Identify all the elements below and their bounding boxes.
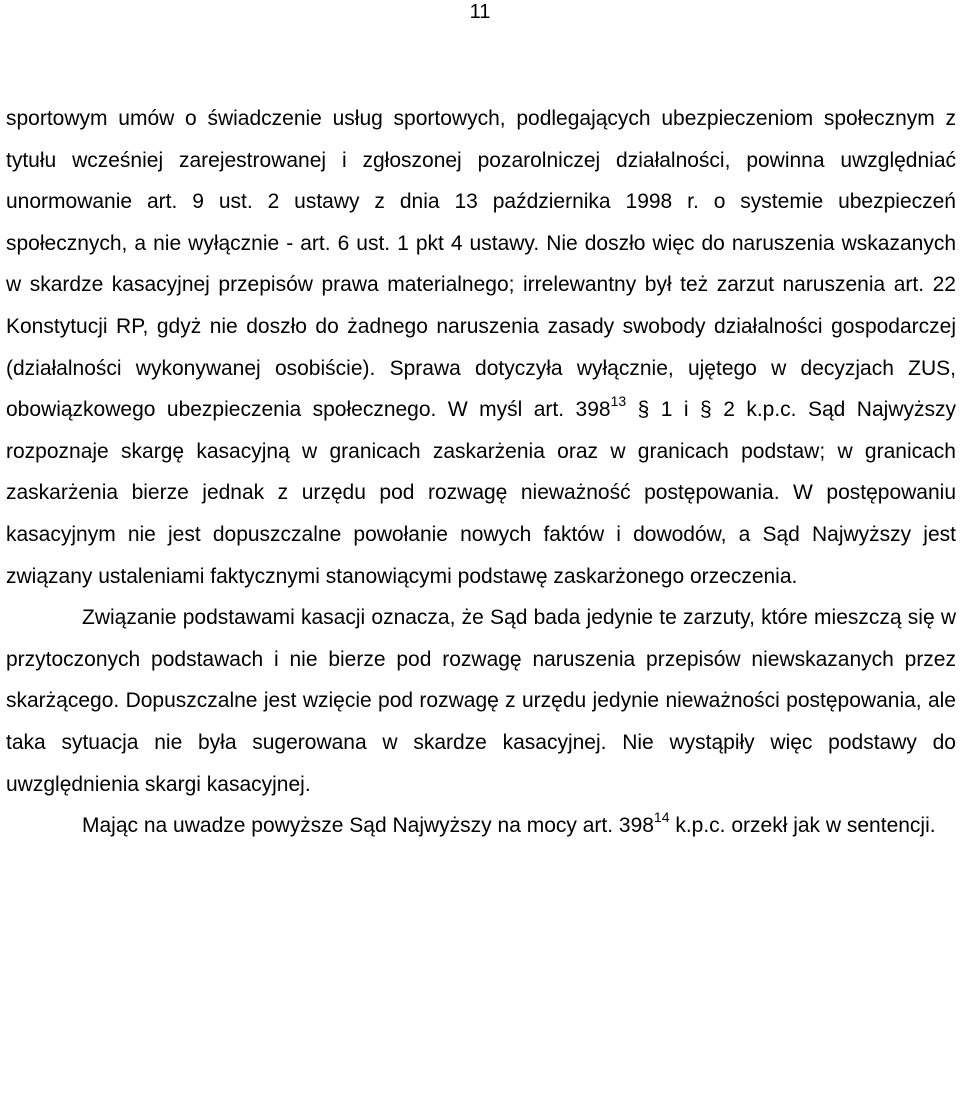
paragraph-text: § 1 i § 2 k.p.c. Sąd Najwyższy rozpoznaje skargę kasacyjną w granicach zaskarżenia oraz w granicach podstaw; w granicach zaskarżenia bierze jednak z urzędu pod rozwagę nieważność postępowania. W postępowaniu kasacyjnym nie jest dopuszczalne powołanie nowych faktów i dowodów, a Sąd Najwyższy jest związany ustaleniami faktycznymi stanowiącymi podstawę zaskarżonego orzeczenia. <box>6 398 956 588</box>
superscript: 13 <box>610 393 627 410</box>
paragraph-final <box>6 805 956 847</box>
paragraph-continued <box>6 98 956 597</box>
paragraph-text: k.p.c. orzekł jak w sentencji. <box>669 814 936 838</box>
paragraph-text: Związanie podstawami kasacji oznacza, że Sąd bada jedynie te zarzuty, które mieszczą się w przytoczonych podstawach i nie bierze pod rozwagę naruszenia przepisów niewskazanych przez skarżącego. Dopuszczalne jest wzięcie pod rozwagę z urzędu jedynie nieważności postępowania, ale taka sytuacja nie była sugerowana w skardze kasacyjnej. Nie wystąpiły więc podstawy do uwzględnienia skargi kasacyjnej. <box>6 606 956 796</box>
page-number: 11 <box>469 1 491 23</box>
paragraph-text: Mając na uwadze powyższe Sąd Najwyższy na mocy art. 398 <box>82 814 654 838</box>
superscript: 14 <box>653 809 670 826</box>
paragraph <box>6 597 956 805</box>
paragraph-text: sportowym umów o świadczenie usług sportowych, podlegających ubezpieczeniom społecznym z tytułu wcześniej zarejestrowanej i zgłoszonej pozarolniczej działalności, powinna uwzględniać unormowanie art. 9 ust. 2 ustawy z dnia 13 października 1998 r. o systemie ubezpieczeń społecznych, a nie wyłącznie - art. 6 ust. 1 pkt 4 ustawy. Nie doszło więc do naruszenia wskazanych w skardze kasacyjnej przepisów prawa materialnego; irrelewantny był też zarzut naruszenia art. 22 Konstytucji RP, gdyż nie doszło do żadnego naruszenia zasady swobody działalności gospodarczej (działalności wykonywanej osobiście). Sprawa dotyczyła wyłącznie, ujętego w decyzjach ZUS, obowiązkowego ubezpieczenia społecznego. W myśl art. 398 <box>6 107 956 422</box>
document-body <box>6 98 956 847</box>
